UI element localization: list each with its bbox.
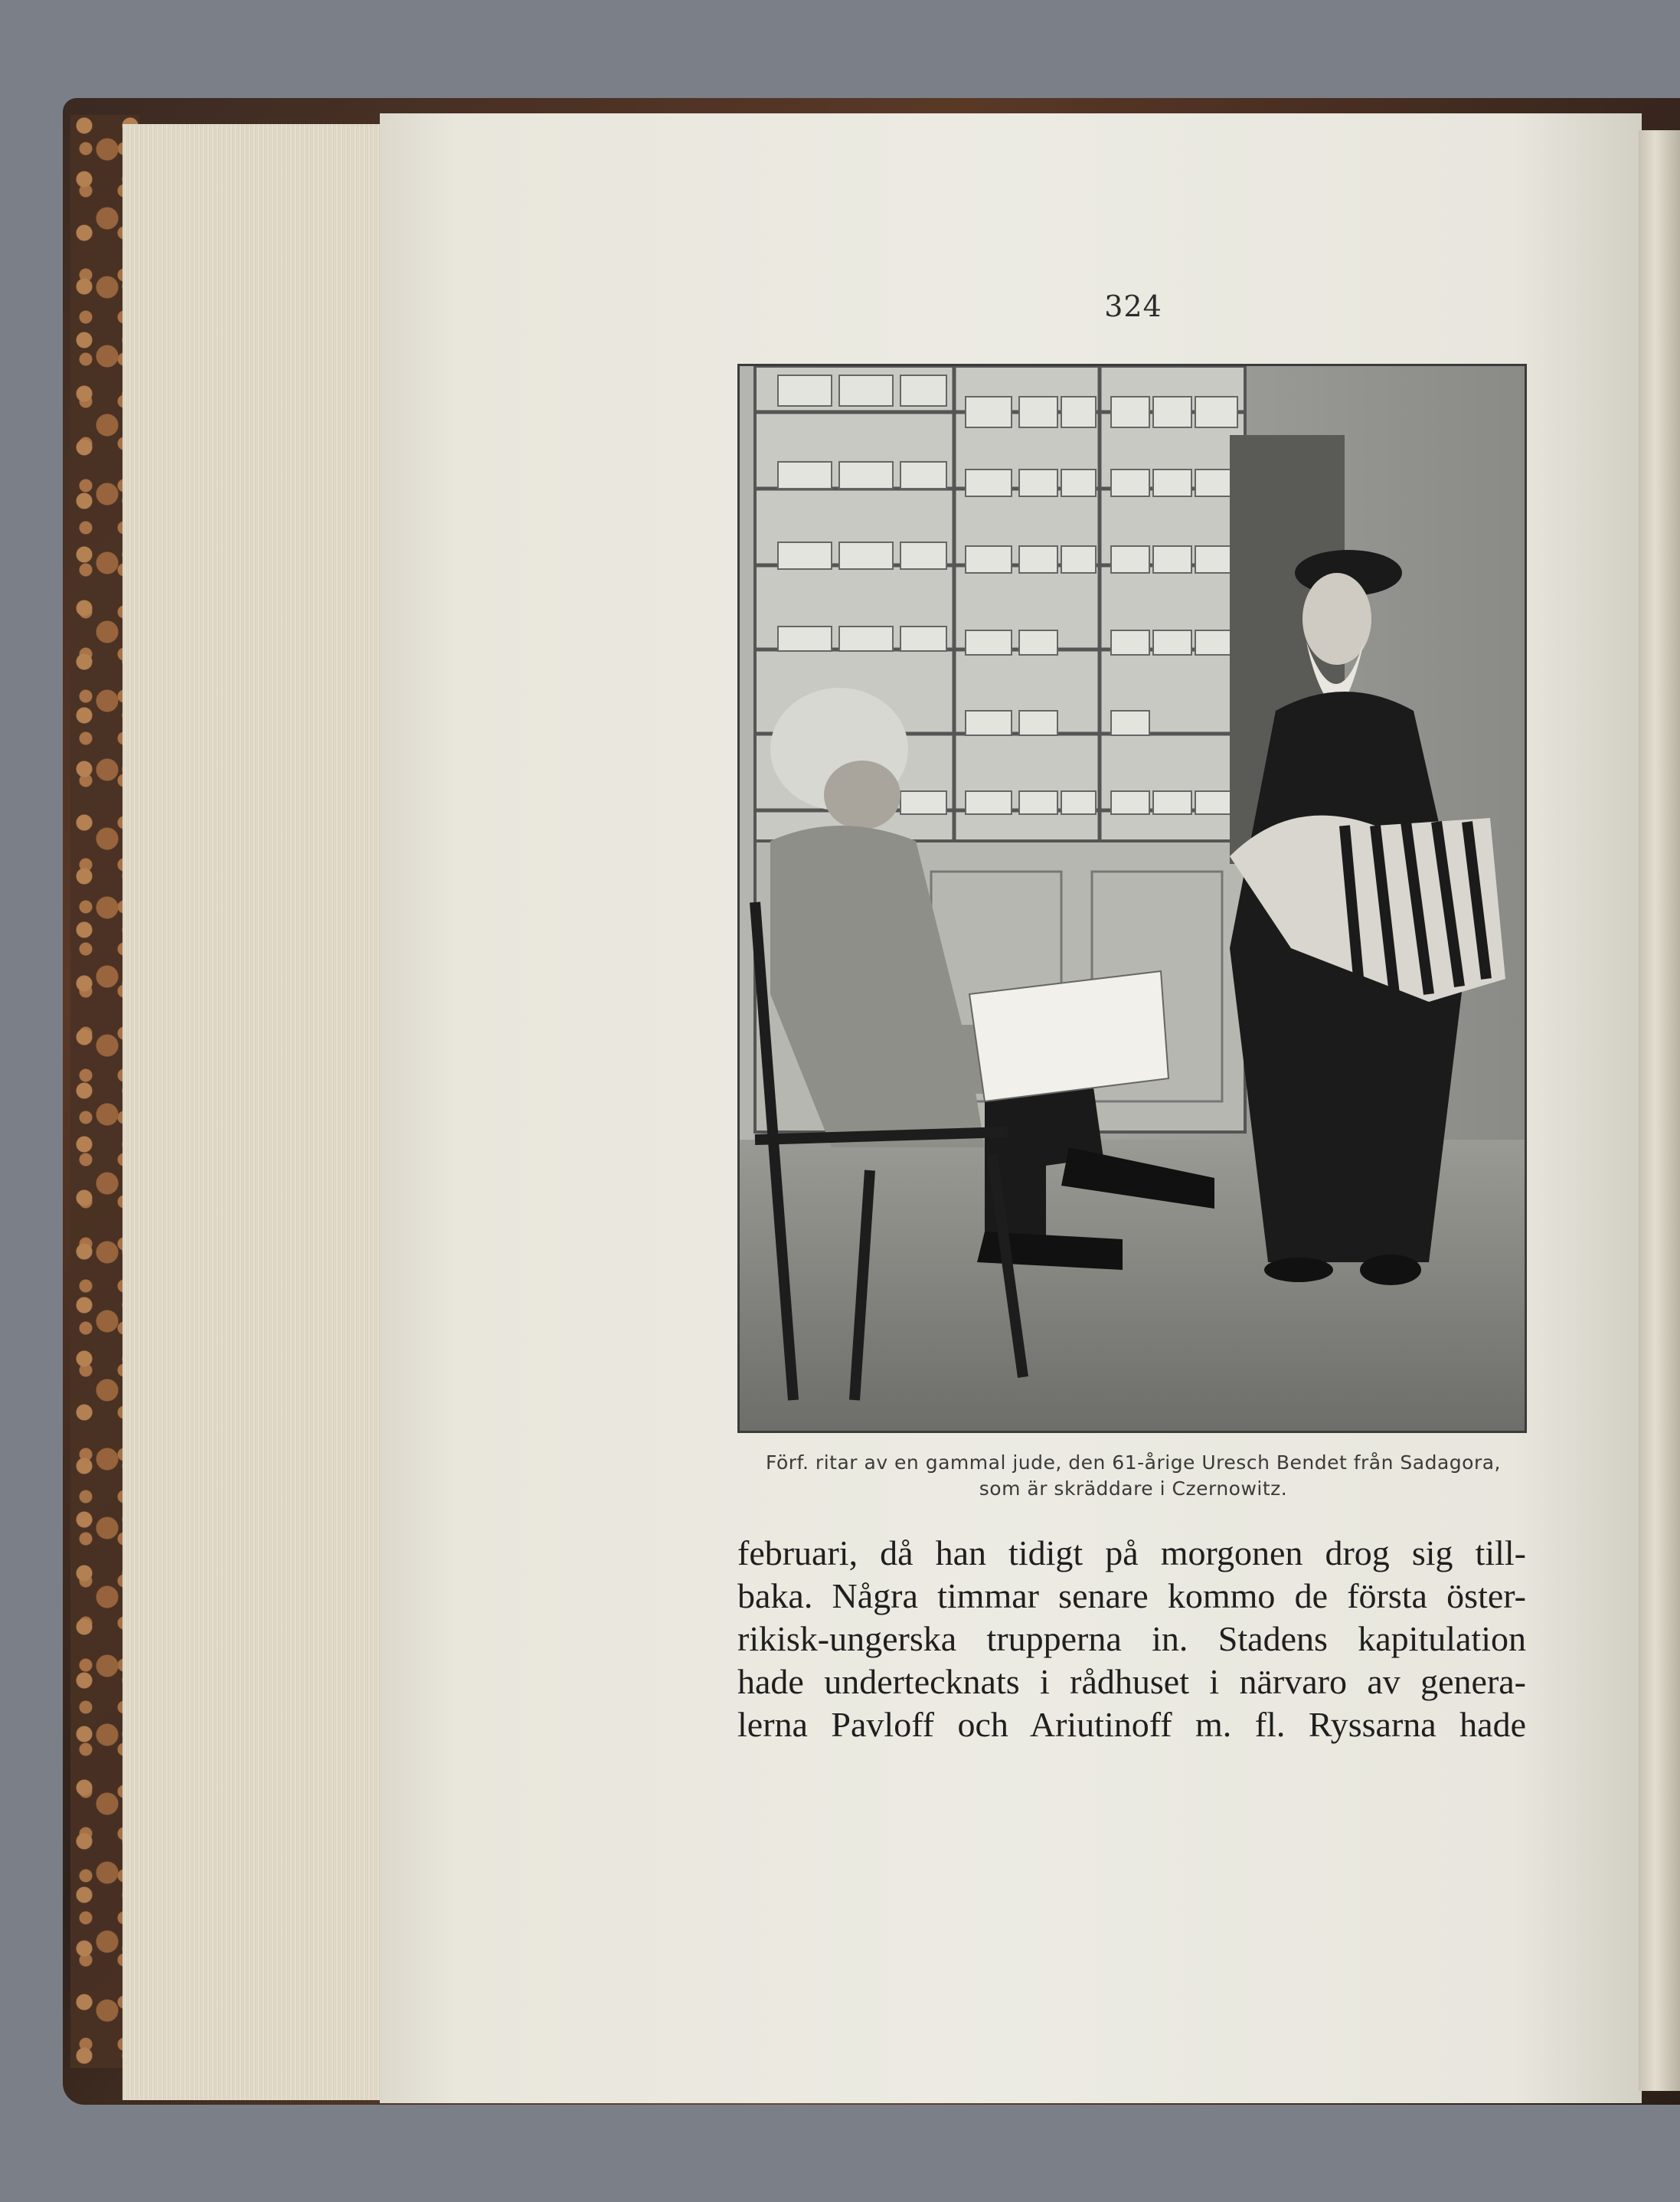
text-line: lerna Pavloff och Ariutinoff m. fl. Ryssarna hade	[737, 1705, 1526, 1744]
body-text	[737, 1532, 1526, 1746]
page-edges-stack	[123, 124, 384, 2100]
text-line: baka. Några timmar senare kommo de första öster-	[737, 1576, 1526, 1615]
text-line: hade undertecknats i rådhuset i närvaro av genera-	[737, 1662, 1526, 1701]
caption-line: Förf. ritar av en gammal jude, den 61-årige Uresch Bendet från Sadagora,	[765, 1451, 1502, 1474]
photograph	[737, 364, 1527, 1433]
photo-caption	[743, 1450, 1524, 1502]
text-line: rikisk-ungerska trupperna in. Stadens kapitulation	[737, 1619, 1526, 1658]
caption-line: som är skräddare i Czernowitz.	[979, 1477, 1288, 1500]
text-line: februari, då han tidigt på morgonen drog sig till-	[737, 1533, 1526, 1572]
photo-illustration	[740, 366, 1525, 1431]
facing-page-edge	[1639, 130, 1680, 2091]
page-number: 324	[1104, 290, 1162, 323]
